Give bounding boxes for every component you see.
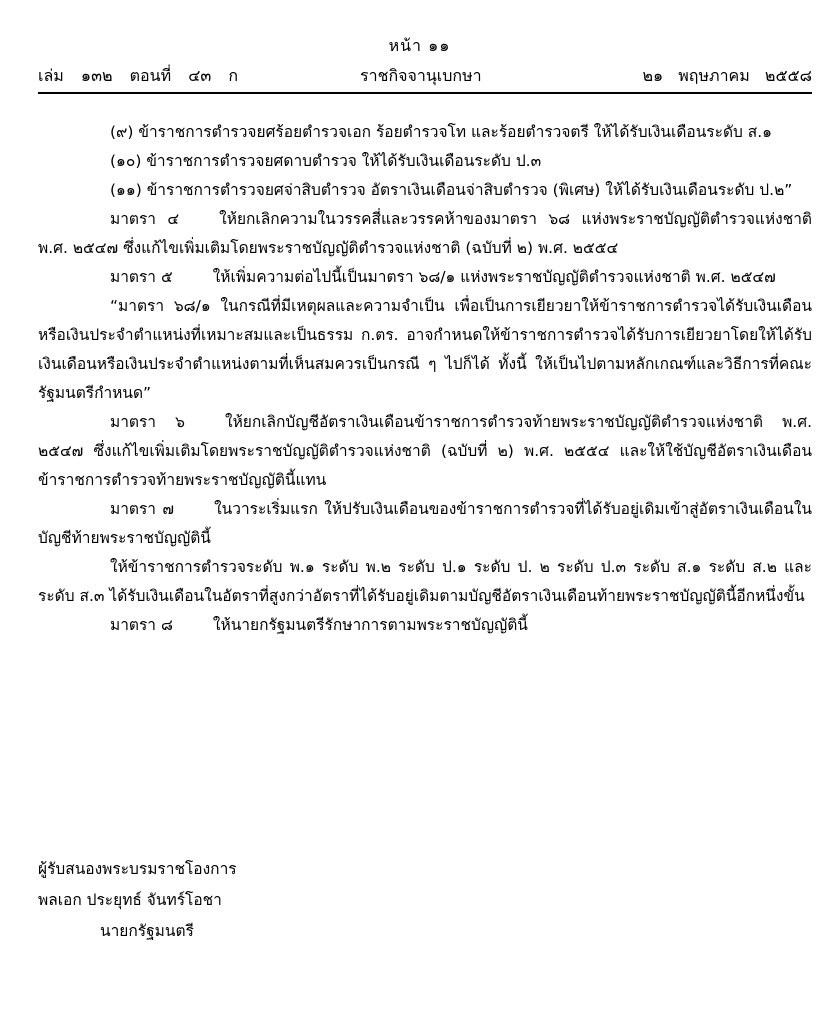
header-divider xyxy=(38,92,812,94)
signatory-name: พลเอก ประยุทธ์ จันทร์โอชา xyxy=(38,891,222,909)
clause-11: (๑๑) ข้าราชการตำรวจยศจ่าสิบตำรวจ อัตราเงินเดือนจ่าสิบตำรวจ (พิเศษ) ให้ได้รับเงินเดือนระดับ ป.๒” xyxy=(110,181,793,199)
section-68-1-quote: “มาตรา ๖๘/๑ ในกรณีที่มีเหตุผลและความจำเป็น เพื่อเป็นการเยียวยาให้ข้าราชการตำรวจได้รับเงินเดือนหรือเงินประจำตำแหน่งที่เหมาะสมและเป็นธรรม ก.ตร. อาจกำหนดให้ข้าราชการตำรวจได้รับการเยียวยาโดยให้ได้รับเงินเดือนหรือเงินประจำตำแหน่งตามที่เห็นสมควรเป็นกรณี ๆ ไปก็ได้ ทั้งนี้ ให้เป็นไปตามหลักเกณฑ์และวิธีการที่คณะรัฐมนตรีกำหนด” xyxy=(38,297,812,402)
section-5 xyxy=(38,263,812,292)
section-7 xyxy=(38,495,812,553)
section-7-label: มาตรา ๗ xyxy=(110,500,175,518)
section-8-text: ให้นายกรัฐมนตรีรักษาการตามพระราชบัญญัตินี้ xyxy=(212,616,528,634)
section-6-label: มาตรา ๖ xyxy=(110,413,185,431)
countersignature xyxy=(38,854,237,947)
section-4 xyxy=(38,205,812,263)
section-5-label: มาตรา ๕ xyxy=(110,268,173,286)
signatory-position: นายกรัฐมนตรี xyxy=(100,922,194,940)
volume-issue: เล่ม ๑๓๒ ตอนที่ ๔๓ ก xyxy=(38,66,239,85)
section-4-text: ให้ยกเลิกความในวรรคสี่และวรรคห้าของมาตรา ๖๘ แห่งพระราชบัญญัติตำรวจแห่งชาติ พ.ศ. ๒๕๔๗ ซึ่งแก้ไขเพิ่มเติมโดยพระราชบัญญัติตำรวจแห่งชาติ (ฉบับที่ ๒) พ.ศ. ๒๕๕๔ xyxy=(38,210,812,257)
publication-name: ราชกิจจานุเบกษา xyxy=(360,66,482,85)
page-number: หน้า ๑๑ xyxy=(388,36,451,55)
section-7-text: ในวาระเริ่มแรก ให้ปรับเงินเดือนของข้าราชการตำรวจที่ได้รับอยู่เดิมเข้าสู่อัตราเงินเดือนในบัญชีท้ายพระราชบัญญัตินี้ xyxy=(38,500,812,547)
publication-date: ๒๑ พฤษภาคม ๒๕๕๘ xyxy=(642,66,812,85)
section-8-label: มาตรา ๘ xyxy=(110,616,173,634)
countersign-title: ผู้รับสนองพระบรมราชโองการ xyxy=(38,860,237,878)
section-7-paragraph-2: ให้ข้าราชการตำรวจระดับ พ.๑ ระดับ พ.๒ ระดับ ป.๑ ระดับ ป. ๒ ระดับ ป.๓ ระดับ ส.๑ ระดับ ส.๒ และระดับ ส.๓ ได้รับเงินเดือนในอัตราที่สูงกว่าอัตราที่ได้รับอยู่เดิมตามบัญชีอัตราเงินเดือนท้ายพระราชบัญญัตินี้อีกหนึ่งขั้น xyxy=(38,558,812,605)
section-8 xyxy=(38,611,812,640)
section-6-text: ให้ยกเลิกบัญชีอัตราเงินเดือนข้าราชการตำรวจท้ายพระราชบัญญัติตำรวจแห่งชาติ พ.ศ. ๒๕๔๗ ซึ่งแก้ไขเพิ่มเติมโดยพระราชบัญญัติตำรวจแห่งชาติ (ฉบับที่ ๒) พ.ศ. ๒๕๕๔ และให้ใช้บัญชีอัตราเงินเดือนข้าราชการตำรวจท้ายพระราชบัญญัตินี้แทน xyxy=(38,413,812,489)
clause-9: (๙) ข้าราชการตำรวจยศร้อยตำรวจเอก ร้อยตำรวจโท และร้อยตำรวจตรี ให้ได้รับเงินเดือนระดับ ส.๑ xyxy=(110,123,772,141)
section-5-text: ให้เพิ่มความต่อไปนี้เป็นมาตรา ๖๘/๑ แห่งพระราชบัญญัติตำรวจแห่งชาติ พ.ศ. ๒๕๔๗ xyxy=(212,268,776,286)
document-body xyxy=(38,118,812,640)
running-header xyxy=(38,64,812,86)
clause-10: (๑๐) ข้าราชการตำรวจยศดาบตำรวจ ให้ได้รับเงินเดือนระดับ ป.๓ xyxy=(110,152,542,170)
section-4-label: มาตรา ๔ xyxy=(110,210,180,228)
section-6 xyxy=(38,408,812,495)
